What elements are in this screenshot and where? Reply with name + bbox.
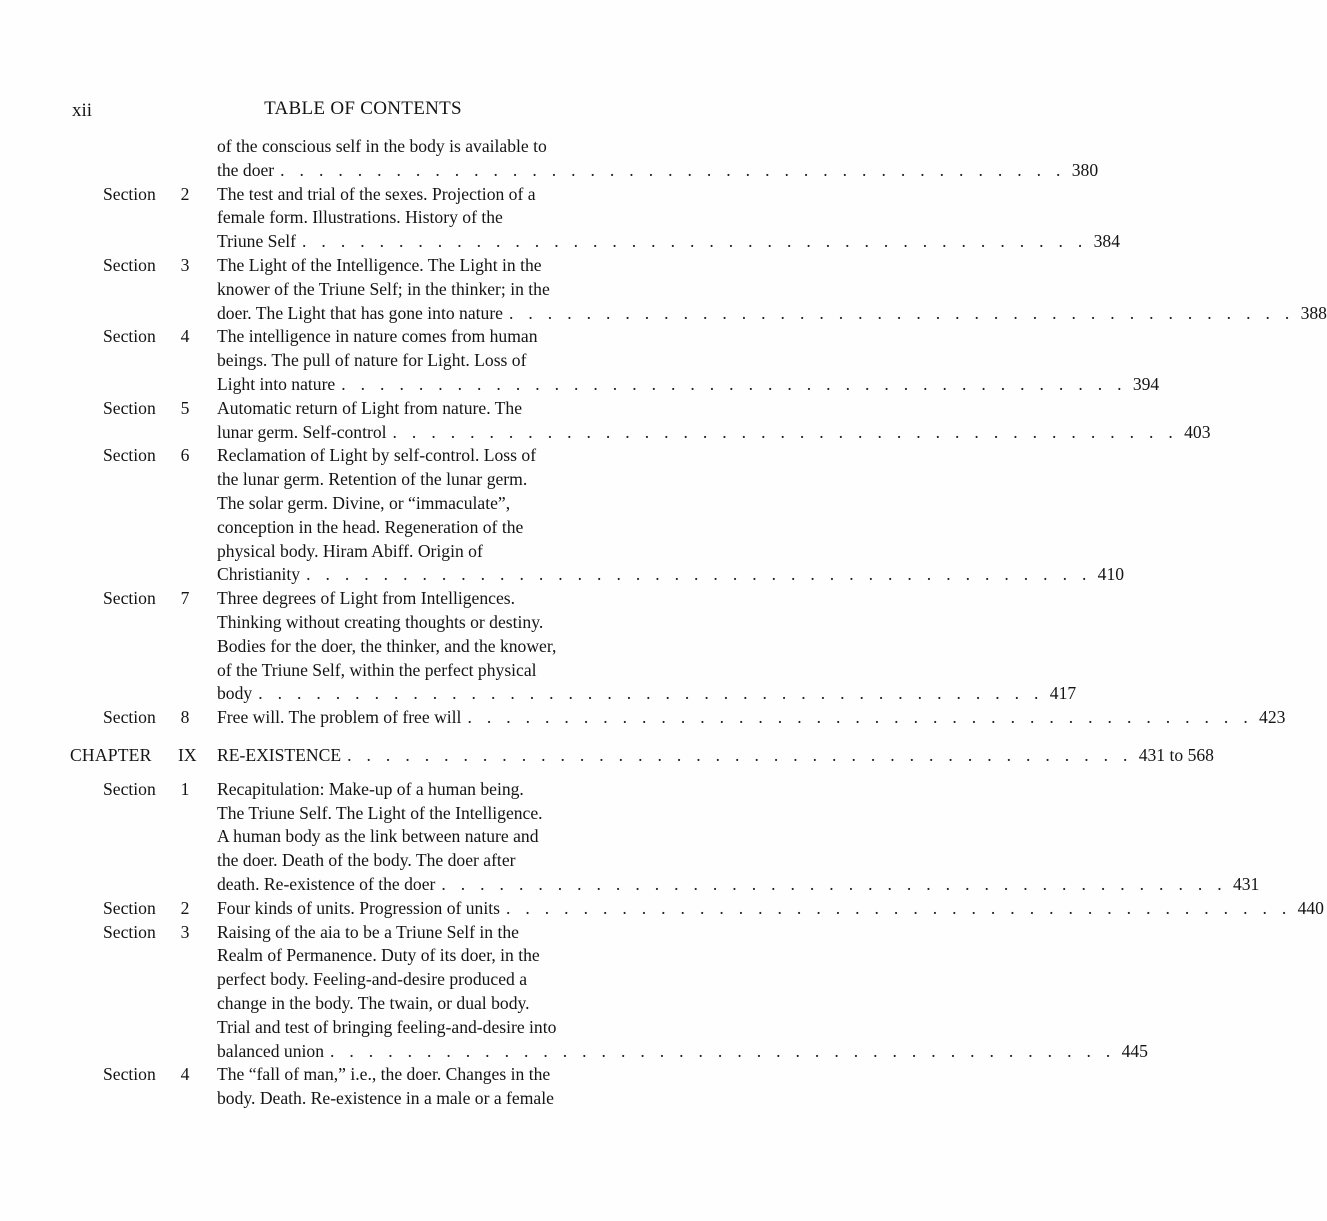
entry-page: 388 [1300,302,1327,323]
page-title: TABLE OF CONTENTS [264,98,462,119]
entry-line: Recapitulation: Make-up of a human being. [217,778,524,799]
entry-text: doer. The Light that has gone into nature [217,302,503,323]
section-label: Section [103,707,156,728]
entry-line [217,897,1324,921]
entry-line [217,744,1214,768]
entry-line: Automatic return of Light from nature. The [217,397,523,418]
leader-dots: . . . . . . . . . . . . . . . . . . . . . . . . . . . . . . . . . . . . . . . . . [347,745,1133,765]
entry-line: Realm of Permanence. Duty of its doer, in the [217,945,540,966]
leader-dots: . . . . . . . . . . . . . . . . . . . . . . . . . . . . . . . . . . . . . . . . . [441,874,1227,894]
entry-page: 410 [1097,564,1125,585]
entry-page: 423 [1259,707,1286,728]
entry-page: 380 [1071,159,1099,180]
entry-line: the doer. Death of the body. The doer after [217,850,516,871]
entry-line: Raising of the aia to be a Triune Self in the [217,921,519,942]
page-number: xii [72,100,93,121]
section-number: 2 [180,183,190,204]
section-number: 4 [180,1064,190,1085]
entry-line: of the Triune Self, within the perfect physical [217,659,537,680]
entry-line: change in the body. The twain, or dual body. [217,993,530,1013]
entry-text: Free will. The problem of free will [217,707,462,728]
section-label: Section [103,1064,156,1085]
entry-text: Christianity [217,564,301,585]
section-label: Section [103,183,156,204]
section-number: 1 [180,778,190,799]
section-label: Section [103,255,156,275]
entry-line [217,302,1327,326]
entry-line [217,563,1125,587]
entry-line [217,873,1260,897]
leader-dots: . . . . . . . . . . . . . . . . . . . . . . . . . . . . . . . . . . . . . . . . . [258,683,1044,704]
leader-dots: . . . . . . . . . . . . . . . . . . . . . . . . . . . . . . . . . . . . . . . . . [467,707,1254,728]
entry-text: RE-EXISTENCE [217,745,342,765]
entry-text: Light into nature [217,374,336,394]
entry-page: 431 [1232,874,1260,894]
section-label: Section [103,921,156,942]
section-number: 7 [180,588,190,609]
entry-line: A human body as the link between nature and [217,826,539,847]
leader-dots: . . . . . . . . . . . . . . . . . . . . . . . . . . . . . . . . . . . . . . . . . [330,1040,1116,1061]
section-label: Section [103,588,156,609]
section-label: Section [103,897,156,918]
entry-line: physical body. Hiram Abiff. Origin of [217,540,483,561]
entry-line: conception in the head. Regeneration of the [217,516,524,537]
entry-page: 431 to 568 [1138,745,1214,765]
entry-page: 403 [1184,421,1211,442]
entry-text: the doer [217,159,275,180]
entry-text: lunar germ. Self-control [217,421,387,442]
section-number: 3 [180,921,190,942]
leader-dots: . . . . . . . . . . . . . . . . . . . . . . . . . . . . . . . . . . . . . . . . . [306,564,1092,585]
entry-line [217,159,1099,183]
entry-text: body [217,683,253,704]
entry-page: 384 [1093,231,1120,252]
leader-dots: . . . . . . . . . . . . . . . . . . . . . . . . . . . . . . . . . . . . . . . . . [341,374,1127,394]
section-number: 4 [180,326,190,347]
page-header [0,98,726,128]
entry-line: The Light of the Intelligence. The Light in the [217,255,542,275]
entry-page: 394 [1132,374,1160,394]
entry-line: Three degrees of Light from Intelligences. [217,588,515,609]
section-number: 3 [180,255,190,275]
entry-line [217,373,1160,397]
entry-line: knower of the Triune Self; in the thinker; in the [217,278,550,299]
leader-dots: . . . . . . . . . . . . . . . . . . . . . . . . . . . . . . . . . . . . . . . . . [509,302,1295,323]
entry-line: The intelligence in nature comes from human [217,326,538,347]
section-label: Section [103,326,156,347]
entry-line [217,1040,1148,1064]
entry-text: death. Re-existence of the doer [217,874,436,894]
entry-line [217,706,1286,730]
entry-text: balanced union [217,1040,324,1061]
section-label: Section [103,397,156,418]
leader-dots: . . . . . . . . . . . . . . . . . . . . . . . . . . . . . . . . . . . . . . . . . [302,231,1088,252]
entry-text: Triune Self [217,231,297,252]
section-label: Section [103,778,156,799]
entry-line [217,682,1077,706]
entry-line [217,421,1211,445]
section-number: 2 [180,897,190,918]
entry-line: perfect body. Feeling-and-desire produced a [217,969,528,990]
section-label: Section [103,445,156,466]
entry-text: Four kinds of units. Progression of units [217,897,500,918]
entry-line: the lunar germ. Retention of the lunar germ. [217,469,528,490]
entry-line: The solar germ. Divine, or “immaculate”, [217,493,511,513]
leader-dots: . . . . . . . . . . . . . . . . . . . . . . . . . . . . . . . . . . . . . . . . . [280,159,1066,180]
entry-line: Trial and test of bringing feeling-and-desire into [217,1016,557,1037]
section-number: 8 [180,707,190,728]
entry-line: of the conscious self in the body is available to [217,136,547,156]
entry-line: Reclamation of Light by self-control. Loss of [217,445,537,466]
entry-line: The Triune Self. The Light of the Intelligence. [217,802,543,823]
entry-line: The test and trial of the sexes. Projection of a [217,183,536,204]
entry-line: body. Death. Re-existence in a male or a female [217,1088,554,1109]
entry-line: beings. The pull of nature for Light. Loss of [217,350,527,371]
chapter-label: CHAPTER [70,745,152,765]
section-number: 5 [180,397,190,418]
entry-line: Thinking without creating thoughts or destiny. [217,612,544,632]
leader-dots: . . . . . . . . . . . . . . . . . . . . . . . . . . . . . . . . . . . . . . . . . [392,421,1179,442]
entry-line [217,230,1120,254]
entry-page: 440 [1297,897,1324,918]
entry-line: Bodies for the doer, the thinker, and the knower, [217,635,557,656]
section-number: 6 [180,445,190,466]
entry-line: The “fall of man,” i.e., the doer. Changes in the [217,1064,551,1085]
entry-page: 417 [1049,683,1077,704]
entry-page: 445 [1121,1040,1148,1061]
chapter-number: IX [178,745,197,765]
entry-line: female form. Illustrations. History of the [217,207,503,228]
leader-dots: . . . . . . . . . . . . . . . . . . . . . . . . . . . . . . . . . . . . . . . . . [505,897,1292,918]
